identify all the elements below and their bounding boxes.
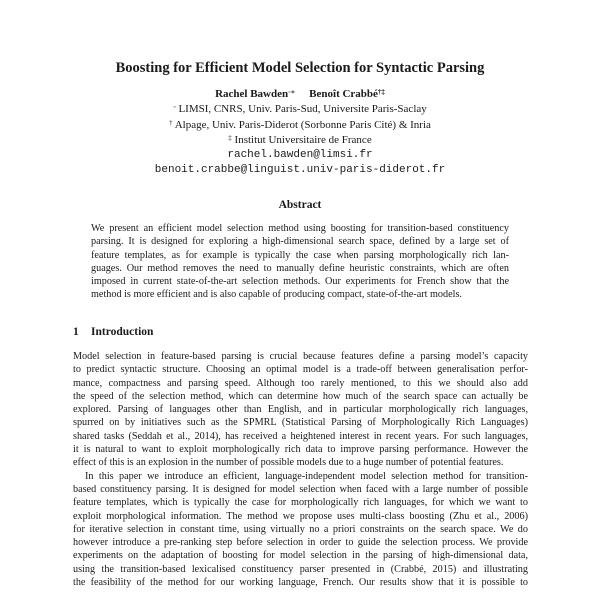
author-2-name: Benoît Crabbé	[309, 88, 378, 100]
affiliation-1	[0, 102, 600, 117]
section-heading	[73, 326, 153, 338]
affiliation-3-text: Institut Universitaire de France	[231, 133, 372, 146]
body-line: exploit morphological information. The method we propose uses multi-class boosting (Zhu et al., 2006)	[73, 510, 528, 522]
abstract-line: imposed in current state-of-the-art selection methods. Our experiments for French show that the	[91, 276, 509, 288]
paper-title: Boosting for Efficient Model Selection for Syntactic Parsing	[115, 60, 485, 76]
paragraph-1	[73, 350, 528, 470]
body-line: however introduce a pre-ranking step before selection in order to guide the selection process. We provide	[73, 537, 528, 549]
abstract-line: We present an efficient model selection method using boosting for transition-based constituency	[91, 223, 509, 234]
body-line: feature templates, which is typically the case for morphologically rich languages, for which we want to	[73, 497, 528, 509]
body-line: using the transition-based lexicalised constituency parser presented in (Crabbé, 2015) and illustrating	[73, 563, 528, 575]
body-line: to predict syntactic structure. Choosing an optimal model is a trade-off between generalisation perfor-	[73, 364, 528, 376]
body-line: mance, compactness and parsing speed. Although too rarely mentioned, to this we should also add	[73, 377, 528, 389]
affiliation-3-mark: ‡	[228, 133, 232, 142]
paragraph-2	[73, 470, 528, 590]
body-line: based constituency parsing. It is designed for model selection when faced with a large number of possible	[73, 483, 528, 495]
email-2: benoit.crabbe@linguist.univ-paris-diderot.fr	[154, 164, 446, 177]
abstract-heading: Abstract	[278, 199, 322, 211]
body-line: In this paper we introduce an efficient, language-independent model selection method for transition-	[85, 470, 528, 482]
author-1-name: Rachel Bawden	[215, 88, 289, 100]
section-number: 1	[73, 326, 79, 338]
author-2-marks: †‡	[377, 88, 385, 96]
body-line: explored. Parsing of languages other than English, and in particular morphologically rich languages,	[73, 404, 528, 416]
abstract-line: parsing. It is designed for exploring a high-dimensional search space, defined by a large set of	[91, 236, 509, 248]
body-line: shared tasks (Seddah et al., 2014), has received a heightened interest in recent years. For such languages,	[73, 430, 528, 442]
section-body	[73, 350, 528, 589]
affiliation-2	[0, 118, 600, 133]
body-line: experiments on the adaptation of boosting for model selection in the parsing of high-dimensional data,	[73, 550, 528, 562]
body-line: effect of this is an explosion in the number of possible models due to a huge number of potential features.	[73, 457, 504, 469]
affiliation-2-mark: †	[169, 118, 173, 127]
author-block	[0, 87, 600, 179]
affiliation-3	[0, 133, 600, 148]
body-line: it is natural to want to exploit morphologically rich data to improve parsing performance. However the	[73, 444, 528, 456]
section-title: Introduction	[91, 326, 154, 338]
affiliation-1-text: LIMSI, CNRS, Univ. Paris-Sud, Universite Paris-Saclay	[175, 103, 427, 116]
abstract-line: guages. Our method removes the need to manually define heuristic constraints, which are often	[91, 262, 509, 274]
body-line: the speed of the selection method, which can determine how much of the search space can actually be	[73, 390, 528, 402]
abstract-line: feature templates, as for example is typically the case when parsing morphologically rich lan-	[91, 249, 509, 261]
author-1-marks: ◦∗	[288, 88, 296, 96]
body-line: for iterative selection in constant time, using virtually no a priori constraints on the search space. We do	[73, 523, 528, 535]
author-names	[0, 87, 600, 102]
email-1: rachel.bawden@limsi.fr	[227, 149, 373, 162]
abstract-body	[91, 222, 509, 302]
body-line: spurred on by initiatives such as the SPMRL (Statistical Parsing of Morphologically Rich Languages)	[73, 417, 528, 429]
affiliation-2-text: Alpage, Univ. Paris-Diderot (Sorbonne Paris Cité) & Inria	[172, 118, 431, 131]
body-line: the feasibility of the method for our working language, French. Our results show that it is possible to	[73, 577, 528, 589]
abstract-line: method is more efficient and is also capable of producing compact, state-of-the-art models.	[91, 289, 462, 301]
affiliation-1-mark: ◦	[173, 103, 176, 112]
body-line: Model selection in feature-based parsing is crucial because features define a parsing model’s capacity	[73, 351, 528, 362]
